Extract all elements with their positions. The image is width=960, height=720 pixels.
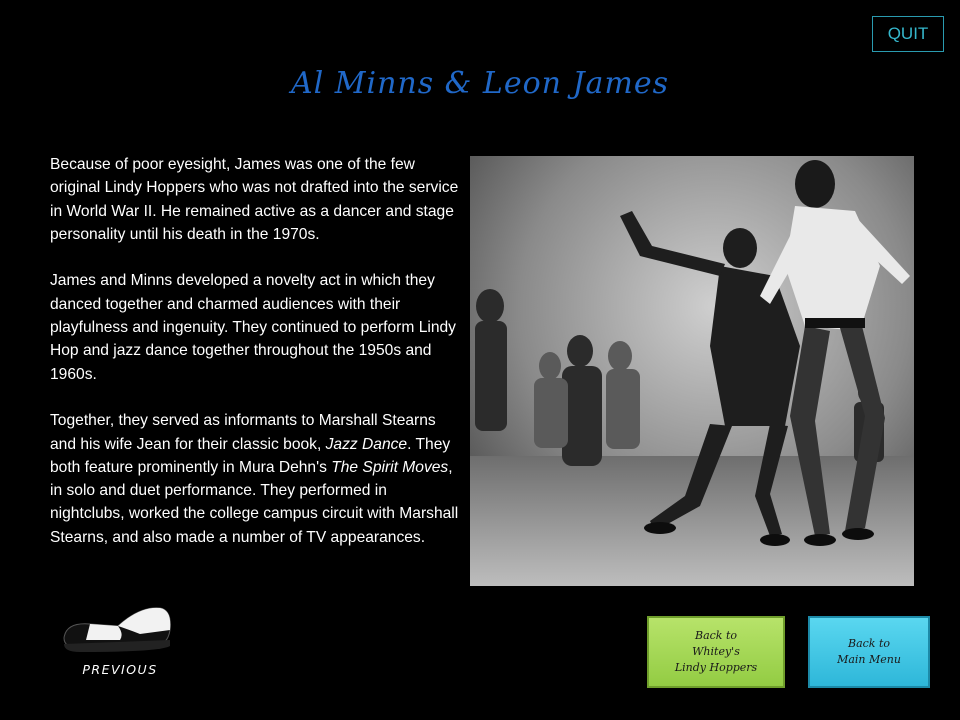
page-title: Al Minns & Leon James xyxy=(290,66,670,101)
quit-button[interactable]: QUIT xyxy=(872,16,944,52)
back-to-main-menu-button[interactable] xyxy=(808,616,930,688)
paragraph-1: Because of poor eyesight, James was one of the few original Lindy Hoppers who was not drafted into the service in World War II. He remained active as a dancer and stage personality until his death in the 1970s. xyxy=(50,156,459,243)
book-title: Jazz Dance xyxy=(325,435,408,453)
film-title: The Spirit Moves xyxy=(331,458,449,476)
back-to-whiteys-label: Back to Whitey's Lindy Hoppers xyxy=(674,629,758,674)
paragraph-3-part-b: . They both feature prominently in Mura Dehn's xyxy=(50,435,451,476)
paragraph-3 xyxy=(50,409,460,549)
paragraph-2: James and Minns developed a novelty act in which they danced together and charmed audiences with their playfulness and ingenuity. They continued to perform Lindy Hop and jazz dance together throughout the 1950s and 1960s. xyxy=(50,272,456,383)
paragraph-3-part-a: Together, they served as informants to Marshall Stearns and his wife Jean for their classic book, xyxy=(50,412,436,453)
back-to-whiteys-lindy-hoppers-button[interactable] xyxy=(647,616,785,688)
two-tone-shoe-icon xyxy=(60,600,180,660)
dancers-photo xyxy=(470,156,914,586)
back-to-main-menu-label: Back to Main Menu xyxy=(837,637,901,666)
previous-label[interactable]: PREVIOUS xyxy=(82,662,158,677)
paragraph-3-part-c: , in solo and duet performance. They performed in nightclubs, worked the college campus circuit with Marshall Stearns, and also made a number of TV appearances. xyxy=(50,458,459,546)
body-text xyxy=(50,153,460,572)
